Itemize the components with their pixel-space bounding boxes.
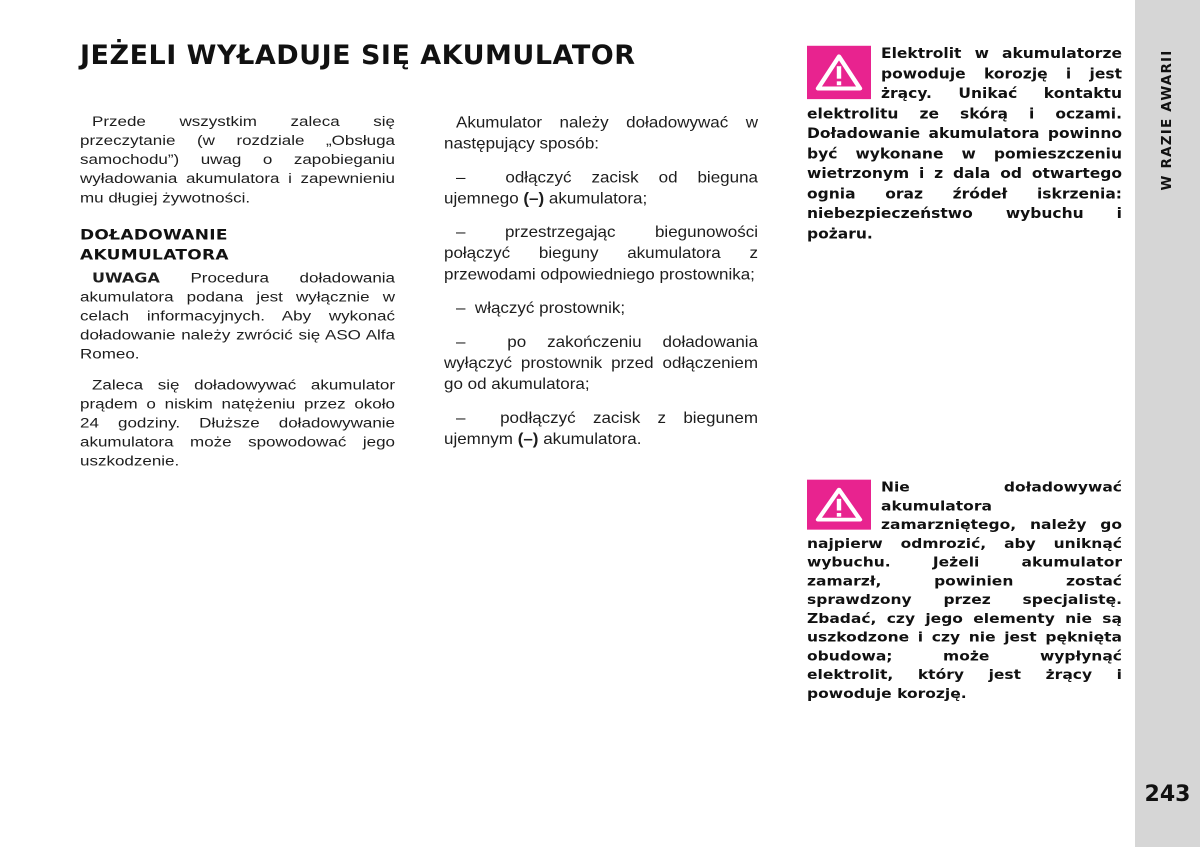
step-dash: – <box>456 333 466 351</box>
procedure-step <box>444 407 758 449</box>
step-dash: – <box>456 168 466 187</box>
page-title: JEŻELI WYŁADUJE SIĘ AKUMULATOR <box>80 40 636 71</box>
section-heading-line1: DOŁADOWANIE <box>80 227 228 244</box>
step-text-end: akumulatora; <box>544 189 648 208</box>
warning-box-frozen <box>807 478 1122 703</box>
procedure-step <box>444 331 758 394</box>
uwaga-text: Procedura doładowania akumulatora podana jest wyłącznie w celach informacyjnych. Aby wykonać doładowanie należy zwrócić się ASO Alfa Romeo. <box>80 270 395 363</box>
step-text: po zakończeniu doładowania wyłączyć prostownik przed odłączeniem go od akumulatora; <box>444 333 758 393</box>
minus-symbol: (–) <box>523 189 545 208</box>
uwaga-paragraph <box>80 268 395 363</box>
procedure-step <box>444 298 758 319</box>
step-text: przestrzegając biegunowości połączyć bieguny akumulatora z przewodami odpowiedniego prostownika; <box>444 223 758 283</box>
intro-paragraph: Przede wszystkim zaleca się przeczytanie (w rozdziale „Obsługa samochodu”) uwag o zapobieganiu wyładowania akumulatora i zapewnieniu mu długiej żywotności. <box>80 113 395 206</box>
step-text-end: akumulatora. <box>538 430 642 448</box>
procedure-intro: Akumulator należy doładowywać w następujący sposób: <box>444 113 758 153</box>
right-column <box>444 112 758 462</box>
section-heading-line2: AKUMULATORA <box>80 246 229 264</box>
warning-box-electrolyte <box>807 44 1122 244</box>
procedure-step <box>444 222 758 285</box>
minus-symbol: (–) <box>517 430 539 448</box>
section-heading <box>80 225 395 265</box>
warning-triangle-icon <box>807 46 871 99</box>
chapter-label: W RAZIE AWARII <box>1159 49 1175 191</box>
charging-paragraph: Zaleca się doładowywać akumulator prądem o niskim natężeniu przez około 24 godziny. Dłuższe doładowywanie akumulatora może spowodować jego uszkodzenie. <box>80 376 395 469</box>
step-text: włączyć prostownik; <box>474 299 626 317</box>
warning-text: Nie doładowywać akumulatora zamarzniętego, należy go najpierw odmrozić, aby uniknąć wybuchu. Jeżeli akumulator zamarzł, powinien zostać sprawdzony przez specjalistę. Zbadać, czy jego elementy nie są uszkodzone i czy nie jest pęknięta obudowa; może wypłynąć elektrolit, który jest żrący i powoduje korozję. <box>807 479 1122 701</box>
step-dash: – <box>456 299 466 317</box>
step-text: odłączyć zacisk od bieguna ujemnego <box>444 168 758 208</box>
procedure-step <box>444 167 758 209</box>
step-dash: – <box>456 223 466 241</box>
step-text: podłączyć zacisk z biegunem ujemnym <box>444 409 758 448</box>
left-column <box>80 112 395 482</box>
warning-triangle-icon <box>807 480 871 530</box>
uwaga-label: UWAGA <box>92 270 160 286</box>
step-dash: – <box>456 409 466 427</box>
page-number: 243 <box>1144 782 1191 807</box>
warning-text: Elektrolit w akumulatorze powoduje korozję i jest żrący. Unikać kontaktu elektrolitu ze skórą i oczami. Doładowanie akumulatora powinno być wykonane w pomieszczeniu wietrzonym i z dala od otwartego ognia oraz źródeł iskrzenia: niebezpieczeństwo wybuchu i pożaru. <box>807 45 1122 242</box>
